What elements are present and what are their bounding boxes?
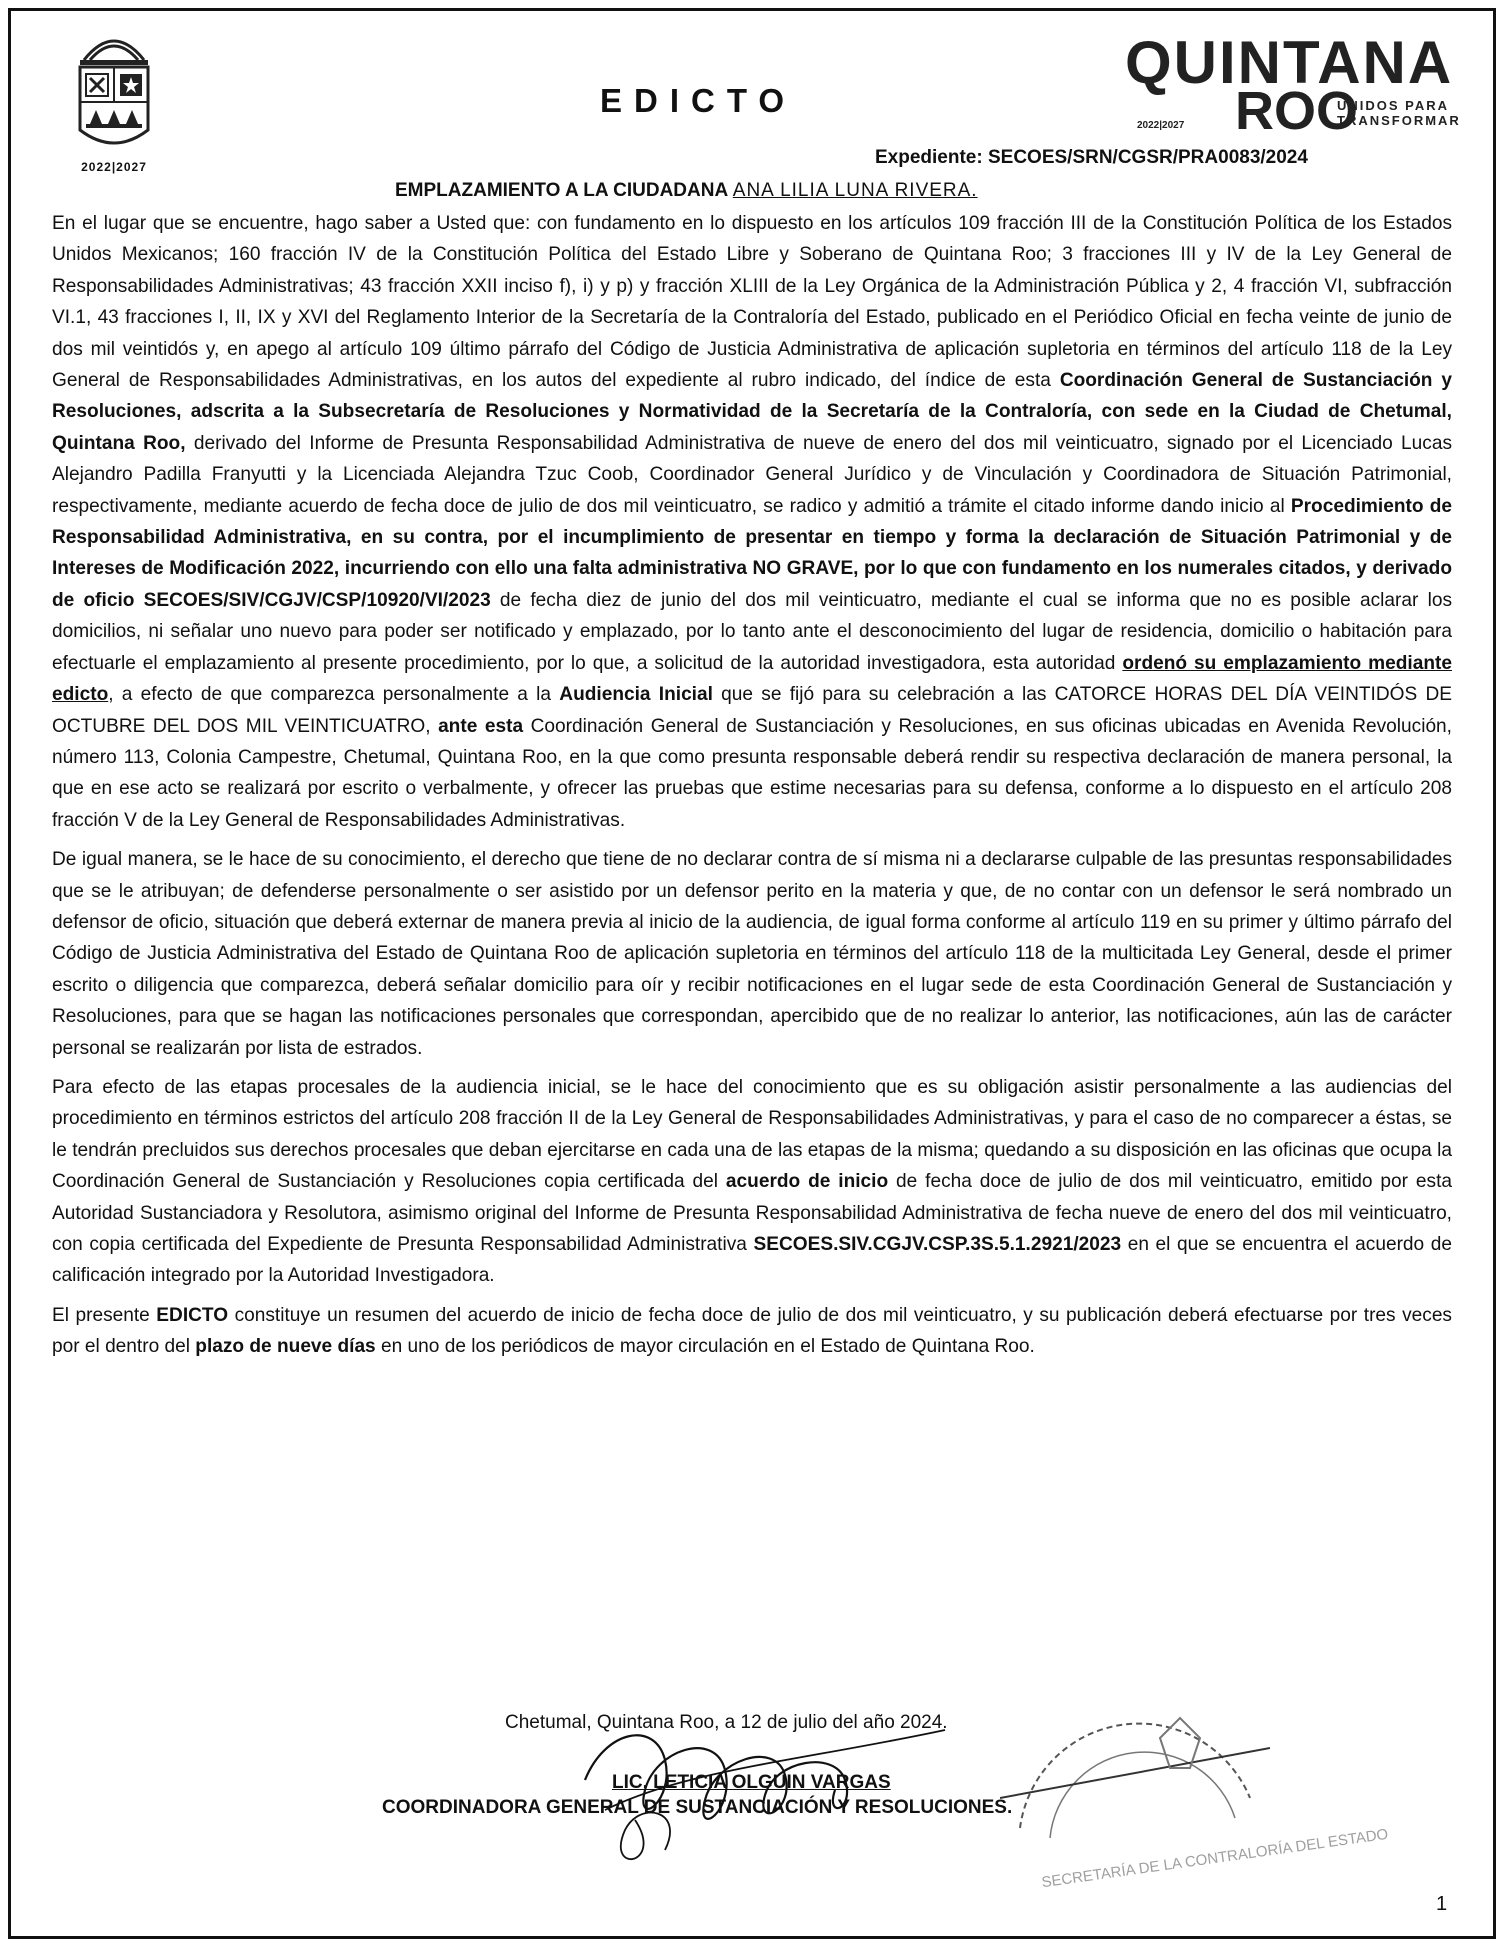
text-run: Coordinación General de Sustanciación y Resoluciones, en sus oficinas ubicadas en Avenida Revolución, número 113, Colonia Campestre, Chetumal, Quintana Roo, en la que como presunta responsable deberá rendir su respectiva declaración de manera personal, la que en ese acto se realizará por escrito o verbalmente, y ofrecer las pruebas que estime necesarias para su defensa, conforme a lo dispuesto en el artículo 208 fracción V de la Ley General de Responsabilidades Administrativas. <box>52 715 1452 831</box>
paragraph-procedural-stages <box>52 1072 1452 1292</box>
bold-run: ante esta <box>438 715 524 737</box>
logo-roo-text: ROO <box>1235 81 1359 141</box>
bold-run: plazo de nueve días <box>195 1336 376 1358</box>
text-run: en uno de los periódicos de mayor circulación en el Estado de Quintana Roo. <box>375 1336 1035 1358</box>
state-coat-of-arms <box>66 20 162 175</box>
text-run: de fecha diez de junio del dos mil veinticuatro, mediante el cual se informa que no es posible aclarar los domicilios, ni señalar uno nuevo para poder ser notificado y emplazado, por lo tanto ante el desconocimiento del lugar de residencia, domicilio o habitación para efectuarle el emplazamiento al presente procedimiento, por lo que, a solicitud de la autoridad investigadora, esta autoridad <box>52 589 1452 674</box>
text-run: de fecha doce de julio de dos mil veinticuatro, emitido por esta Autoridad Sustanciadora y Resolutora, asimismo original del Informe de Presunta Responsabilidad Administrativa de fecha nueve de enero del dos mil veinticuatro, con copia certificada del Expediente de Presunta Responsabilidad Administrativa <box>52 1171 1453 1255</box>
text-run: derivado del Informe de Presunta Responsabilidad Administrativa de nueve de enero del dos mil veinticuatro, signado por el Licenciado Lucas Alejandro Padilla Franyutti y la Licenciada Alejandra Tzuc Coob, Coordinador General Jurídico y de Vinculación y Coordinadora de Situación Patrimonial, respectivamente, mediante acuerdo de fecha doce de julio de dos mil veinticuatro, se radico y admitió a trámite el citado informe dando inicio al <box>52 432 1453 517</box>
paragraph-rights: De igual manera, se le hace de su conocimiento, el derecho que tiene de no declarar contra de sí misma ni a declararse culpable de las presuntas responsabilidades que se le atribuyan; de defenderse personalmente o ser asistido por un defensor perito en la materia y que, de no contar con un defensor le será nombrado un defensor de oficio, situación que deberá externar de manera previa al inicio de la audiencia, de igual forma conforme al artículo 119 en su primer y último párrafo del Código de Justicia Administrativa del Estado de Quintana Roo de aplicación supletoria en términos del artículo 118 de la multicitada Ley General, desde el primer escrito o diligencia que comparezca, deberá señalar domicilio para oír y recibir notificaciones en el lugar sede de esta Coordinación General de Sustanciación y Resoluciones, para que se hagan las notificaciones personales que correspondan, apercibido que de no realizar lo anterior, las notificaciones, aún las de carácter personal se realizarán por lista de estrados. <box>52 849 1452 1059</box>
bold-run: incurriendo con ello una falta administrativa NO GRAVE, por lo que con fundamento en los numerales citados, y derivado de oficio SECOES/SIV/CGJV/CSP/10920/VI/2023 <box>52 558 1452 611</box>
text-run: que se fijó para su celebración a las CATORCE HORAS DEL DÍA VEINTIDÓS DE OCTUBRE DEL DOS MIL VEINTICUATRO, <box>52 684 1453 737</box>
paragraph-summons <box>52 208 1452 836</box>
underlined-run: ordenó su emplazamiento mediante edicto <box>52 652 1452 706</box>
bold-run: Audiencia Inicial <box>559 684 713 706</box>
bold-run: acuerdo de inicio <box>725 1171 889 1193</box>
case-number: Expediente: SECOES/SRN/CGSR/PRA0083/2024 <box>875 147 1308 168</box>
signer-name: LIC. LETICIA OLGUIN VARGAS <box>612 1772 891 1793</box>
logo-tagline <box>1337 98 1461 128</box>
page-number: 1 <box>1436 1893 1448 1915</box>
bold-run: Procedimiento de Responsabilidad Administrativa, en su contra, por el incumplimiento de presentar en tiempo y forma la declaración de Situación Patrimonial y de Intereses de Modificación 2022, <box>52 495 1452 580</box>
seal-years: 2022|2027 <box>81 160 147 174</box>
logo-years: 2022|2027 <box>1137 120 1185 131</box>
text-run: El presente <box>52 1304 157 1326</box>
text-run: en el que se encuentra el acuerdo de calificación integrado por la Autoridad Investigadora. <box>52 1234 1452 1287</box>
summons-heading-prefix: EMPLAZAMIENTO A LA CIUDADANA <box>395 180 733 201</box>
document-body <box>52 208 1452 1363</box>
document-title: EDICTO <box>600 82 797 119</box>
text-run: Para efecto de las etapas procesales de la audiencia inicial, se le hace del conocimiento que es su obligación asistir personalmente a las audiencias del procedimiento en términos estrictos del artículo 208 fracción II de la Ley General de Responsabilidades Administrativas, y para el caso de no comparecer a éstas, se le tendrán precluidos sus derechos procesales que deban ejercitarse en cada una de las etapas de la misma; quedando a su disposición en las oficinas que ocupa la Coordinación General de Sustanciación y Resoluciones copia certificada del <box>52 1076 1452 1193</box>
paragraph-publication <box>52 1300 1452 1363</box>
text-run: En el lugar que se encuentre, hago saber a Usted que: con fundamento en lo dispuesto en los artículos 109 fracción III de la Constitución Política de los Estados Unidos Mexicanos; 160 fracción IV de la Constitución Política del Estado Libre y Soberano de Quintana Roo; 3 fracciones III y IV de la Ley General de Responsabilidades Administrativas; 43 fracción XXII inciso f), i) y p) y fracción XLIII de la Ley Orgánica de la Administración Pública y 2, 4 fracción VI, subfracción VI.1, 43 fracciones I, II, IX y XVI del Reglamento Interior de la Secretaría de la Contraloría del Estado, publicado en el Periódico Oficial en fecha veinte de junio de dos mil veintidós y, en apego al artículo 109 último párrafo del Código de Justicia Administrativa de aplicación supletoria en términos del artículo 118 de la Ley General de Responsabilidades Administrativas, en los autos del expediente al rubro indicado, del índice de esta <box>52 213 1452 392</box>
text-run: , a efecto de que comparezca personalmente a la <box>108 684 560 706</box>
coat-of-arms-icon <box>66 20 162 158</box>
text-run: constituye un resumen del acuerdo de inicio de fecha doce de julio de dos mil veinticuatro, y su publicación deberá efectuarse por tres veces por el dentro del <box>52 1304 1452 1358</box>
official-stamp <box>1000 1678 1270 1853</box>
place-and-date: Chetumal, Quintana Roo, a 12 de julio del año 2024. <box>505 1712 948 1733</box>
summons-heading <box>395 180 978 202</box>
logo-tagline-line-2: TRANSFORMAR <box>1337 113 1461 128</box>
logo-tagline-line-1: UNIDOS PARA <box>1337 98 1450 113</box>
quintana-roo-logo <box>1125 28 1460 140</box>
bold-run: SECOES.SIV.CGJV.CSP.3S.5.1.2921/2023 <box>753 1234 1122 1255</box>
logo-main-text: QUINTANA <box>1125 29 1454 96</box>
bold-run: EDICTO <box>156 1304 229 1326</box>
stamp-text: SECRETARÍA DE LA CONTRALORÍA DEL ESTADO <box>1040 1825 1390 1892</box>
summoned-person-name: ANA LILIA LUNA RIVERA. <box>732 180 978 201</box>
bold-run: Coordinación General de Sustanciación y Resoluciones, adscrita a la Subsecretaría de Resoluciones y Normatividad de la Secretaría de la Contraloría, con sede en la Ciudad de Chetumal, Quintana Roo, <box>52 370 1452 454</box>
signer-role: COORDINADORA GENERAL DE SUSTANCIACIÓN Y RESOLUCIONES. <box>382 1797 1013 1818</box>
